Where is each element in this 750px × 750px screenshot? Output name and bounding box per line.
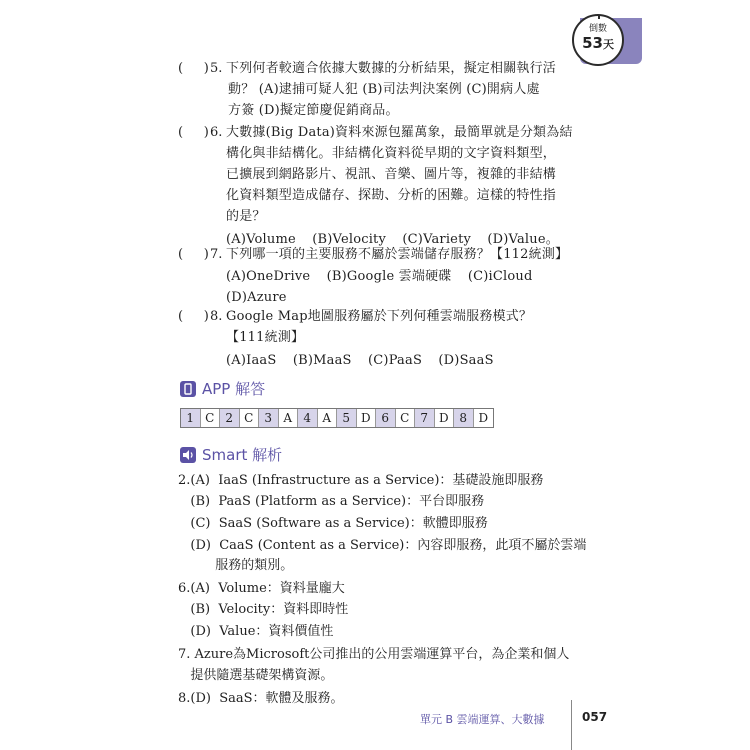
answer-blank[interactable]: ( ) [178,309,209,324]
option-b: (B)MaaS [292,353,352,368]
option-d: (D)Azure [226,290,287,305]
explanation-line: 服務的類別。 [178,558,294,573]
answer-number: 6 [376,409,396,427]
option-d: (D)SaaS [438,353,494,368]
answer-value: A [318,409,338,427]
answer-value: C [201,409,221,427]
question-line: 已擴展到網路影片、視訊、音樂、圖片等，複雜的非結構 [226,167,557,182]
smart-heading [180,444,282,465]
options-row [226,287,576,308]
explanation-line: 2.(A) IaaS (Infrastructure as a Service)：基礎設施即服務 [178,473,544,488]
page-number: 057 [582,710,608,724]
option-a: (A)OneDrive [226,269,311,284]
answer-number: 8 [454,409,474,427]
options-row [226,350,576,371]
phone-icon [180,381,196,397]
answer-number: 5 [337,409,357,427]
answer-value: D [478,411,489,425]
question-line: Google Map地圖服務屬於下列何種雲端服務模式？ [226,309,533,324]
question-line: 的是？ [226,209,266,224]
question-line: 構化與非結構化。非結構化資料從早期的文字資料類型， [226,146,557,161]
option-a: (A)Volume [226,232,296,247]
answer-number: 3 [259,409,279,427]
explanation-line: 7. Azure為Microsoft公司推出的公用雲端運算平台，為企業和個人 [178,647,570,662]
app-answers-heading [180,378,265,399]
question-line: 下列何者較適合依據大數據的分析結果，擬定相關執行活 [226,61,557,76]
question-line: 動？ (A)逮捕可疑人犯 (B)司法判決案例 (C)開病人處 [228,82,540,97]
answer-number: 7 [415,409,435,427]
explanation-line: 8.(D) SaaS：軟體及服務。 [178,691,344,706]
footer-divider [571,700,572,750]
clock-tick-icon [598,15,600,19]
question-number: 5. [210,61,223,76]
question-number: 7. [210,247,223,262]
question-line: 大數據(Big Data)資料來源包羅萬象，最簡單就是分類為結 [226,125,573,140]
explanation-line: (B) PaaS (Platform as a Service)：平台即服務 [178,494,485,509]
option-d: (D)Value。 [487,232,559,247]
option-b: (B)Velocity [312,232,387,247]
option-b: (B)Google 雲端硬碟 [326,269,452,284]
explanation-line: 6.(A) Volume：資料量龐大 [178,581,345,596]
answer-value: A [279,409,299,427]
answer-value: D [357,409,377,427]
answer-blank[interactable]: ( ) [178,61,209,76]
option-c: (C)PaaS [368,353,423,368]
explanation-line: (C) SaaS (Software as a Service)：軟體即服務 [178,516,488,531]
answer-number: 4 [298,409,318,427]
answer-value: D [435,409,455,427]
explanation-line: (B) Velocity：資料即時性 [178,602,349,617]
option-c: (C)iCloud [467,269,533,284]
answer-number: 1 [181,409,201,427]
app-answers-title: APP 解答 [202,380,266,398]
option-c: (C)Variety [402,232,472,247]
answer-blank[interactable]: ( ) [178,125,209,140]
option-a: (A)IaaS [226,353,277,368]
answer-blank[interactable]: ( ) [178,247,209,262]
countdown-label: 倒數 [588,24,607,34]
question-number: 6. [210,125,223,140]
question-number: 8. [210,309,223,324]
explanation-line: (D) Value：資料價值性 [178,624,334,639]
smart-title: Smart 解析 [202,446,283,464]
countdown-number: 53天 [582,34,614,52]
answer-number: 2 [220,409,240,427]
answer-value: C [396,409,416,427]
countdown-badge [572,14,624,66]
explanation-line: (D) CaaS (Content as a Service)：內容即服務，此項不屬於雲端 [178,538,587,553]
speaker-icon [180,447,196,463]
question-line: 化資料類型造成儲存、探勘、分析的困難。這樣的特性指 [226,188,557,203]
question-line: 下列哪一項的主要服務不屬於雲端儲存服務？【112統測】 [226,247,569,262]
options-row [226,266,576,287]
explanation-line: 提供隨選基礎架構資源。 [178,668,334,683]
answer-key-table [180,408,494,428]
question-line: 【111統測】 [226,330,305,345]
question-line: 方簽 (D)擬定節慶促銷商品。 [228,103,399,118]
answer-value: C [240,409,260,427]
footer-unit-label: 單元 B 雲端運算、大數據 [420,713,545,726]
